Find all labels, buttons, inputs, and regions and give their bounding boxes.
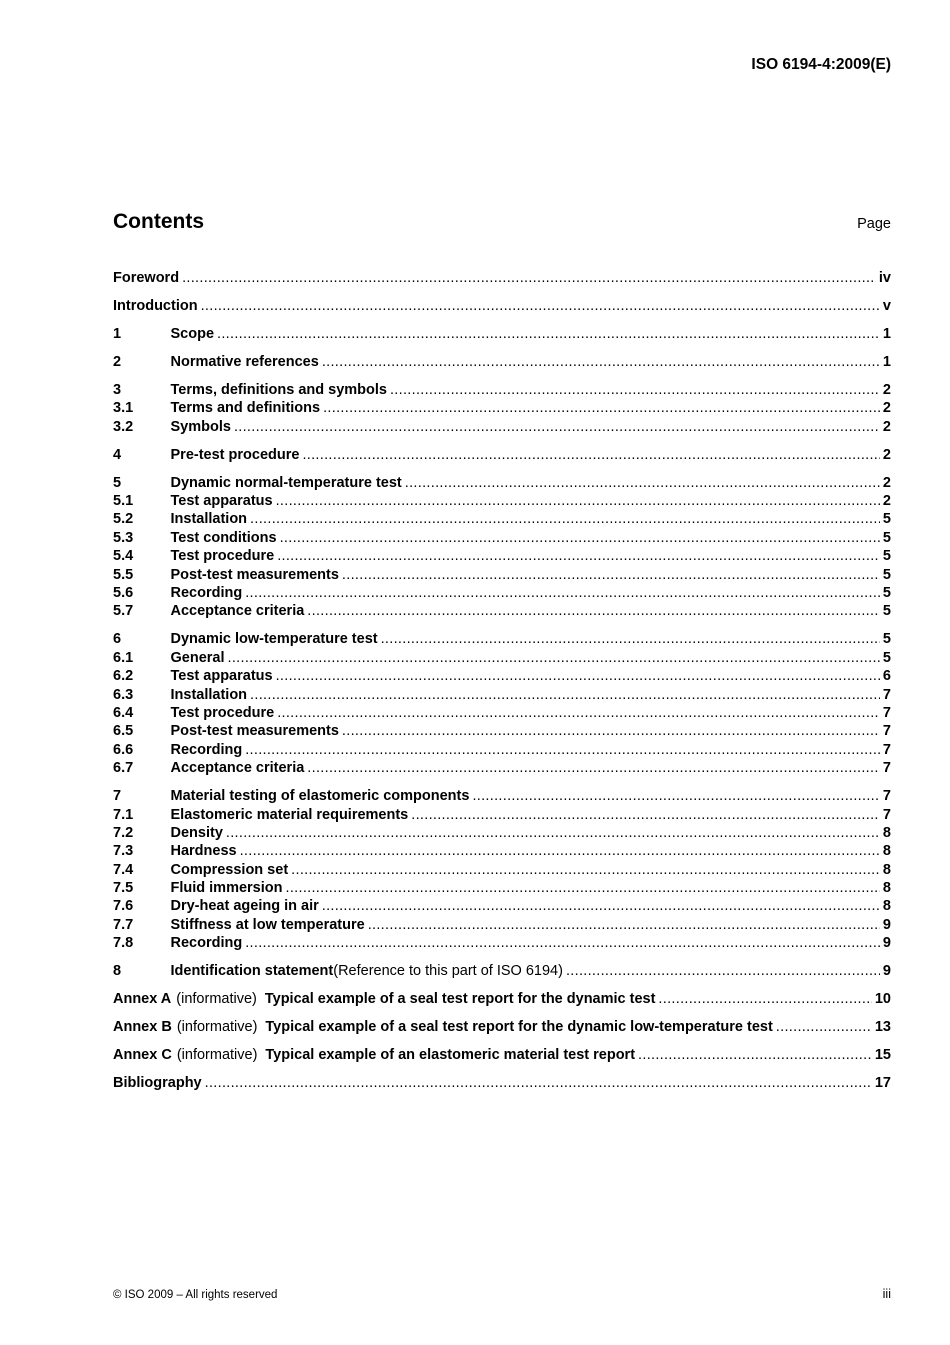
dot-leader bbox=[381, 630, 880, 648]
toc-entry-title: Dynamic normal-temperature test bbox=[170, 474, 402, 491]
toc-entry-number: 5.6 bbox=[113, 585, 134, 602]
toc-entry-title: Elastomeric material requirements bbox=[170, 806, 409, 823]
toc-entry-page: 7 bbox=[882, 741, 891, 758]
dot-leader bbox=[291, 861, 880, 879]
toc-entry-title: Test conditions bbox=[170, 529, 277, 546]
toc-entry[interactable] bbox=[113, 325, 891, 343]
dot-leader bbox=[566, 962, 880, 980]
toc-entry[interactable] bbox=[113, 510, 891, 528]
toc-entry-page: 5 bbox=[882, 529, 891, 546]
toc-entry-title: General bbox=[170, 649, 225, 666]
toc-entry-page: 1 bbox=[882, 353, 891, 370]
annex-label: Annex C bbox=[113, 1047, 172, 1064]
annex-page: 13 bbox=[874, 1019, 891, 1036]
toc-entry[interactable] bbox=[113, 602, 891, 620]
toc-entry-number: 6.7 bbox=[113, 760, 134, 777]
toc-entry-number: 8 bbox=[113, 963, 122, 980]
toc-entry[interactable] bbox=[113, 418, 891, 436]
toc-entry-number: 6.4 bbox=[113, 704, 134, 721]
dot-leader bbox=[302, 446, 879, 464]
dot-leader bbox=[342, 566, 880, 584]
toc-entry[interactable] bbox=[113, 547, 891, 565]
toc-entry-title: Terms, definitions and symbols bbox=[170, 381, 387, 398]
toc-entry-number: 3.2 bbox=[113, 418, 134, 435]
toc-entry-number: 3 bbox=[113, 381, 122, 398]
toc-entry-title: Installation bbox=[170, 686, 248, 703]
toc-entry-page: 2 bbox=[882, 400, 891, 417]
annex-page: 15 bbox=[874, 1047, 891, 1064]
annex-type: (informative) bbox=[176, 1047, 258, 1064]
toc-entry-title: Terms and definitions bbox=[170, 400, 321, 417]
toc-entry-number: 5.3 bbox=[113, 529, 134, 546]
toc-entry-number: 7 bbox=[113, 788, 122, 805]
toc-entry-page: 9 bbox=[882, 935, 891, 952]
document-id: ISO 6194-4:2009(E) bbox=[751, 56, 891, 73]
toc-entry-page: 2 bbox=[882, 493, 891, 510]
toc-entry-page: 9 bbox=[882, 916, 891, 933]
toc-entry-title: Test apparatus bbox=[170, 493, 273, 510]
toc-entry-title: Normative references bbox=[170, 353, 319, 370]
toc-entry-page: v bbox=[882, 297, 891, 314]
dot-leader bbox=[776, 1018, 872, 1036]
dot-leader bbox=[276, 492, 880, 510]
toc-entry-page: 5 bbox=[882, 603, 891, 620]
toc-entry-page: 5 bbox=[882, 511, 891, 528]
toc-entry-title: Recording bbox=[170, 741, 243, 758]
toc-entry-title: Test apparatus bbox=[170, 668, 273, 685]
toc-entry-page: 7 bbox=[882, 760, 891, 777]
dot-leader bbox=[286, 879, 880, 897]
dot-leader bbox=[245, 741, 880, 759]
toc-entry-number: 7.1 bbox=[113, 806, 134, 823]
toc-entry-title: Introduction bbox=[113, 297, 198, 314]
dot-leader bbox=[226, 824, 880, 842]
dot-leader bbox=[250, 510, 880, 528]
copyright-notice: © ISO 2009 – All rights reserved bbox=[113, 1289, 278, 1301]
toc-entry-page: 7 bbox=[882, 788, 891, 805]
toc-entry[interactable] bbox=[113, 492, 891, 510]
dot-leader bbox=[638, 1046, 872, 1064]
dot-leader bbox=[182, 269, 876, 287]
toc-entry[interactable] bbox=[113, 686, 891, 704]
toc-entry-page: 7 bbox=[882, 704, 891, 721]
toc-entry-page: 5 bbox=[882, 548, 891, 565]
toc-entry-page: 7 bbox=[882, 806, 891, 823]
toc-entry-number: 4 bbox=[113, 446, 122, 463]
toc-entry-title: Pre-test procedure bbox=[170, 446, 300, 463]
toc-entry-number: 6.6 bbox=[113, 741, 134, 758]
toc-entry[interactable] bbox=[113, 897, 891, 915]
toc-entry[interactable] bbox=[113, 806, 891, 824]
contents-title-row bbox=[113, 210, 891, 234]
page-number: iii bbox=[882, 1287, 891, 1301]
toc-entry-number: 3.1 bbox=[113, 400, 134, 417]
toc-annex-entry[interactable] bbox=[113, 990, 891, 1008]
annex-label: Annex B bbox=[113, 1019, 172, 1036]
dot-leader bbox=[250, 686, 880, 704]
toc-entry-number: 6.1 bbox=[113, 649, 134, 666]
toc-entry-page: 1 bbox=[882, 325, 891, 342]
toc-entry-number: 7.8 bbox=[113, 935, 134, 952]
toc-entry[interactable] bbox=[113, 916, 891, 934]
toc-entry-title: Hardness bbox=[170, 843, 237, 860]
toc-entry-title: Post-test measurements bbox=[170, 723, 339, 740]
toc-entry-page: 8 bbox=[882, 880, 891, 897]
dot-leader bbox=[205, 1074, 872, 1092]
toc-entry-page: 2 bbox=[882, 474, 891, 491]
toc-entry-page: iv bbox=[878, 270, 891, 286]
toc-entry[interactable] bbox=[113, 861, 891, 879]
dot-leader bbox=[245, 934, 880, 952]
dot-leader bbox=[276, 667, 880, 685]
toc-entry[interactable] bbox=[113, 269, 891, 287]
toc-entry[interactable] bbox=[113, 787, 891, 805]
toc-entry-title: Recording bbox=[170, 935, 243, 952]
annex-title: Typical example of an elastomeric material test report bbox=[265, 1047, 636, 1064]
toc-entry[interactable] bbox=[113, 704, 891, 722]
dot-leader bbox=[277, 547, 880, 565]
toc-entry-page: 8 bbox=[882, 898, 891, 915]
dot-leader bbox=[280, 529, 880, 547]
toc-entry[interactable] bbox=[113, 842, 891, 860]
toc-entry-title: Density bbox=[170, 824, 223, 841]
toc-entry[interactable] bbox=[113, 399, 891, 417]
dot-leader bbox=[368, 916, 880, 934]
toc-entry-number: 5 bbox=[113, 474, 122, 491]
annex-page: 10 bbox=[874, 991, 891, 1008]
toc-entry[interactable] bbox=[113, 759, 891, 777]
toc-entry-number: 2 bbox=[113, 353, 122, 370]
toc-entry[interactable] bbox=[113, 722, 891, 740]
dot-leader bbox=[342, 722, 880, 740]
page-title: Contents bbox=[113, 210, 204, 233]
toc-entry[interactable] bbox=[113, 962, 891, 980]
toc-entry-title: Identification statement bbox=[170, 963, 334, 980]
toc-entry-title: Foreword bbox=[113, 270, 180, 286]
toc-entry-number: 7.2 bbox=[113, 824, 134, 841]
toc-entry-page: 5 bbox=[882, 631, 891, 648]
toc-entry-note: (Reference to this part of ISO 6194) bbox=[333, 963, 563, 980]
dot-leader bbox=[228, 649, 880, 667]
toc-entry-page: 8 bbox=[882, 824, 891, 841]
toc-entry-page: 2 bbox=[882, 418, 891, 435]
dot-leader bbox=[322, 353, 880, 371]
toc-entry[interactable] bbox=[113, 741, 891, 759]
toc-entry-number: 5.2 bbox=[113, 511, 134, 528]
toc-entry-number: 6.5 bbox=[113, 723, 134, 740]
annex-title: Typical example of a seal test report for the dynamic low-temperature test bbox=[265, 1019, 773, 1036]
toc-entry-number: 5.5 bbox=[113, 566, 134, 583]
dot-leader bbox=[307, 759, 880, 777]
toc-entry-page: 6 bbox=[882, 668, 891, 685]
toc-entry-page: 5 bbox=[882, 649, 891, 666]
toc-entry-number: 7.6 bbox=[113, 898, 134, 915]
toc-annex-entry[interactable] bbox=[113, 1046, 891, 1064]
toc-entry-title: Compression set bbox=[170, 861, 289, 878]
toc-entry[interactable] bbox=[113, 584, 891, 602]
toc-entry-page: 2 bbox=[882, 381, 891, 398]
toc-entry-page: 7 bbox=[882, 723, 891, 740]
toc-entry-page: 5 bbox=[882, 585, 891, 602]
toc-entry-title: Acceptance criteria bbox=[170, 603, 305, 620]
toc-entry-page: 5 bbox=[882, 566, 891, 583]
annex-title: Typical example of a seal test report for the dynamic test bbox=[264, 991, 656, 1008]
toc-entry-number: 6 bbox=[113, 631, 122, 648]
toc-entry[interactable] bbox=[113, 297, 891, 315]
toc-entry-title: Post-test measurements bbox=[170, 566, 339, 583]
table-of-contents bbox=[113, 269, 891, 1093]
toc-entry-page: 2 bbox=[882, 446, 891, 463]
toc-entry-title: Symbols bbox=[170, 418, 231, 435]
dot-leader bbox=[658, 990, 871, 1008]
toc-entry[interactable] bbox=[113, 446, 891, 464]
toc-entry-number: 7.5 bbox=[113, 880, 134, 897]
toc-entry[interactable] bbox=[113, 934, 891, 952]
toc-entry[interactable] bbox=[113, 529, 891, 547]
toc-entry-number: 5.7 bbox=[113, 603, 134, 620]
toc-entry-page: 9 bbox=[882, 963, 891, 980]
dot-leader bbox=[234, 418, 880, 436]
toc-entry[interactable] bbox=[113, 649, 891, 667]
dot-leader bbox=[307, 602, 880, 620]
annex-label: Annex A bbox=[113, 991, 172, 1008]
annex-type: (informative) bbox=[176, 991, 257, 1008]
toc-entry-number: 6.2 bbox=[113, 668, 134, 685]
toc-annex-entry[interactable] bbox=[113, 1018, 891, 1036]
dot-leader bbox=[217, 325, 880, 343]
bibliography-page: 17 bbox=[874, 1075, 891, 1092]
toc-entry[interactable] bbox=[113, 630, 891, 648]
toc-entry-title: Test procedure bbox=[170, 548, 275, 565]
annex-type: (informative) bbox=[176, 1019, 258, 1036]
dot-leader bbox=[323, 399, 880, 417]
toc-entry-page: 8 bbox=[882, 843, 891, 860]
toc-entry-number: 6.3 bbox=[113, 686, 134, 703]
toc-entry[interactable] bbox=[113, 566, 891, 584]
toc-entry-page: 8 bbox=[882, 861, 891, 878]
toc-entry-title: Test procedure bbox=[170, 704, 275, 721]
dot-leader bbox=[472, 787, 879, 805]
toc-entry[interactable] bbox=[113, 353, 891, 371]
toc-entry[interactable] bbox=[113, 381, 891, 399]
dot-leader bbox=[277, 704, 880, 722]
toc-entry-title: Recording bbox=[170, 585, 243, 602]
toc-entry-title: Installation bbox=[170, 511, 248, 528]
dot-leader bbox=[201, 297, 880, 315]
dot-leader bbox=[405, 474, 880, 492]
toc-entry-page: 7 bbox=[882, 686, 891, 703]
dot-leader bbox=[245, 584, 880, 602]
page-column-label: Page bbox=[857, 216, 891, 232]
toc-entry-title: Acceptance criteria bbox=[170, 760, 305, 777]
toc-bibliography-entry[interactable] bbox=[113, 1074, 891, 1092]
dot-leader bbox=[322, 897, 880, 915]
dot-leader bbox=[240, 842, 880, 860]
toc-entry-title: Dynamic low-temperature test bbox=[170, 631, 378, 648]
toc-entry-number: 5.1 bbox=[113, 493, 134, 510]
toc-entry[interactable] bbox=[113, 824, 891, 842]
toc-entry-number: 7.3 bbox=[113, 843, 134, 860]
toc-entry-number: 5.4 bbox=[113, 548, 134, 565]
toc-entry-number: 7.4 bbox=[113, 861, 134, 878]
dot-leader bbox=[411, 806, 880, 824]
toc-entry-title: Scope bbox=[170, 325, 215, 342]
toc-entry-number: 7.7 bbox=[113, 916, 134, 933]
toc-entry-title: Stiffness at low temperature bbox=[170, 916, 365, 933]
toc-entry-title: Fluid immersion bbox=[170, 880, 283, 897]
dot-leader bbox=[390, 381, 880, 399]
toc-entry-number: 1 bbox=[113, 325, 122, 342]
toc-entry[interactable] bbox=[113, 474, 891, 492]
toc-entry[interactable] bbox=[113, 667, 891, 685]
toc-entry[interactable] bbox=[113, 879, 891, 897]
toc-entry-title: Dry-heat ageing in air bbox=[170, 898, 319, 915]
toc-entry-title: Material testing of elastomeric components bbox=[170, 788, 470, 805]
bibliography-title: Bibliography bbox=[113, 1075, 202, 1092]
